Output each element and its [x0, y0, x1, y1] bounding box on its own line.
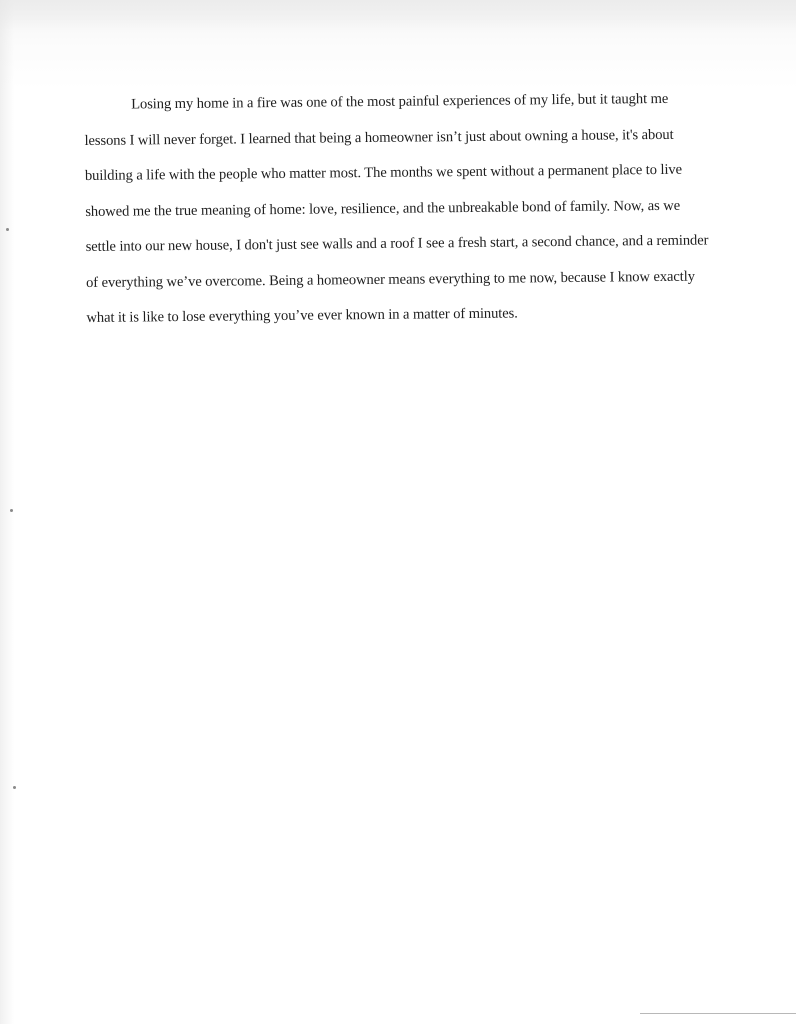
- scan-speck: [10, 509, 13, 512]
- bottom-rule: [640, 1013, 796, 1014]
- scan-speck: [6, 228, 9, 231]
- essay-paragraph: Losing my home in a fire was one of the most painful experiences of my life, but it taught me lessons I will never forget. I learned that being a homeowner isn’t just about owning a house, it's about building a life with the people who matter most. The months we spent without a permanent place to live showed me the true meaning of home: love, resilience, and the unbreakable bond of family. Now, as we settle into our new house, I don't just see walls and a roof I see a fresh start, a second chance, and a reminder of everything we’ve overcome. Being a homeowner means everything to me now, because I know exactly what it is like to lose everything you’ve ever known in a matter of minutes.: [84, 90, 709, 326]
- scan-speck: [13, 786, 16, 789]
- scan-top-shadow: [0, 0, 796, 30]
- scan-left-edge: [0, 0, 14, 1024]
